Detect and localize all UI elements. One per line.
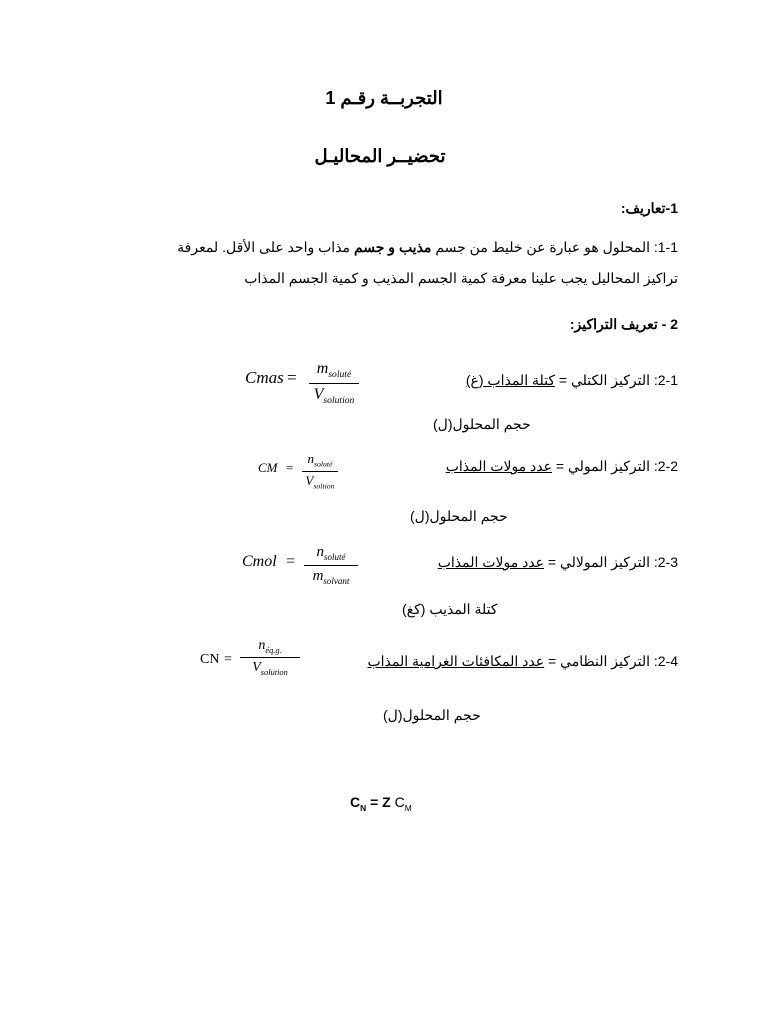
definition-line-2: تراكيز المحاليل يجب علينا معرفة كمية الجسم المذيب و كمية الجسم المذاب	[244, 270, 678, 286]
mass-concentration-label	[466, 372, 678, 389]
normal-concentration-denominator: حجم المحلول(ل)	[383, 707, 481, 723]
normality-molarity-relation: $C_N = Z$ $C_M$	[350, 794, 412, 813]
molar-concentration-label	[446, 458, 678, 475]
page-title: التجربــة رقـم 1	[325, 88, 443, 108]
definition-number: 1-1	[657, 239, 678, 255]
definition-text-b: مذاب واحد على الأقل. لمعرفة	[177, 239, 354, 255]
molar-concentration-denominator: حجم المحلول(ل)	[410, 508, 508, 524]
item-prefix: 2-1: التركيز الكتلي =	[555, 372, 678, 388]
page-subtitle: تحضيــر المحاليـل	[314, 146, 446, 166]
item-prefix: 2-2: التركيز المولي =	[552, 458, 678, 474]
item-prefix: 2-4: التركيز النظامي =	[544, 653, 678, 669]
definition-line-1	[177, 239, 678, 256]
formula-fraction: $n_{éq.g.}$ $V_{solution}$	[240, 638, 300, 677]
item-numerator: كتلة المذاب (غ)	[465, 372, 555, 388]
molal-concentration-denominator: كتلة المذيب (كغ)	[402, 601, 498, 617]
item-numerator: عدد مولات المذاب	[437, 554, 545, 570]
mass-concentration-denominator: حجم المحلول(ل)	[433, 416, 531, 432]
item-prefix: 2-3: التركيز المولالي =	[544, 554, 678, 570]
formula-lhs: CM	[258, 460, 278, 475]
section2-heading: 2 - تعريف التراكيز:	[569, 316, 678, 332]
formula-lhs: Cmas	[245, 368, 284, 387]
definition-text-a: : المحلول هو عبارة عن خليط من جسم	[431, 239, 658, 255]
formula-lhs: CN	[200, 652, 220, 667]
item-numerator: عدد المكافئات الغرامية المذاب	[367, 653, 545, 669]
formula-lhs: Cmol	[242, 553, 277, 570]
formula-fraction: $n_{soluté}$ $m_{solvant}$	[304, 544, 358, 587]
definition-bold: مذيب و جسم	[353, 239, 432, 255]
normal-concentration-label	[367, 653, 678, 670]
section1-heading: 1-تعاريف:	[620, 200, 678, 216]
molal-concentration-label	[438, 554, 678, 571]
formula-fraction: $m_{soluté}$ $V_{solution}$	[309, 360, 359, 406]
item-numerator: عدد مولات المذاب	[445, 458, 552, 474]
formula-fraction: $n_{soluté}$ $V_{soltion}$	[302, 452, 338, 491]
